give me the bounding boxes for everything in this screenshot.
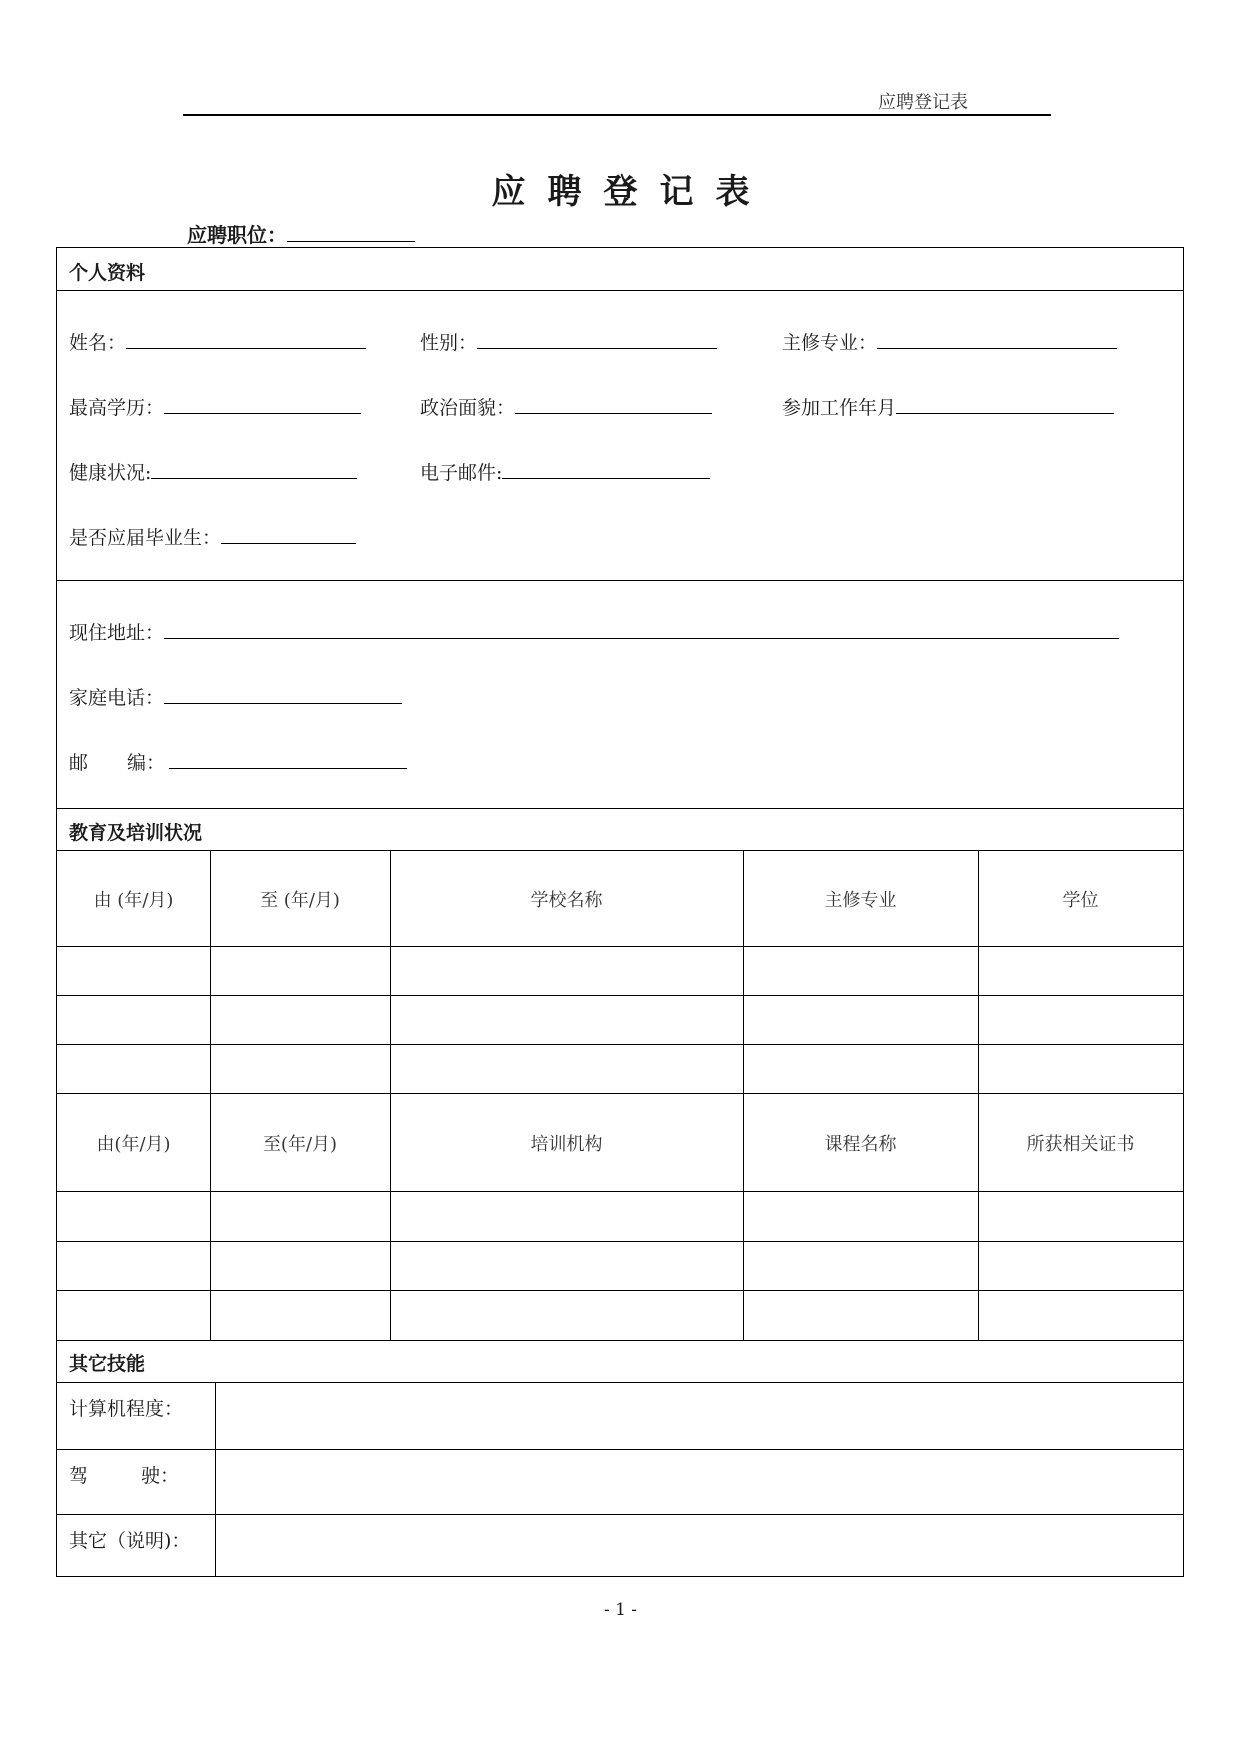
political-label: 政治面貌： (420, 397, 516, 419)
table-row-line (57, 946, 1183, 947)
edu-header-major: 主修专业 (824, 890, 897, 911)
computer-skill-label: 计算机程度： (69, 1398, 184, 1420)
political-blank[interactable] (515, 395, 712, 414)
zip-field[interactable] (69, 748, 407, 775)
table-row-line (57, 1340, 1183, 1341)
other-skill-label: 其它（说明)： (69, 1530, 191, 1552)
table-row-line (57, 1191, 1183, 1192)
zip-blank[interactable] (169, 750, 407, 769)
zip-char-2: 编： (127, 752, 166, 774)
address-blank[interactable] (164, 620, 1119, 639)
form-sheet (56, 247, 1184, 1577)
work-start-blank[interactable] (896, 395, 1114, 414)
email-label: 电子邮件: (420, 462, 503, 484)
zip-label (69, 748, 169, 775)
section-personal-title: 个人资料 (69, 262, 146, 284)
section-skills-title: 其它技能 (69, 1353, 146, 1375)
phone-blank[interactable] (164, 685, 402, 704)
divider (57, 290, 1183, 291)
major-label: 主修专业： (782, 332, 878, 354)
major-blank[interactable] (877, 330, 1117, 349)
edu-header-degree: 学位 (1062, 890, 1099, 911)
divider (57, 580, 1183, 581)
name-label: 姓名： (69, 332, 127, 354)
table-row-line (57, 995, 1183, 996)
fresh-grad-blank[interactable] (221, 525, 356, 544)
table-row-line (57, 1290, 1183, 1291)
col-divider (210, 850, 211, 1340)
divider (57, 1514, 1183, 1515)
table-row-line (57, 1093, 1183, 1094)
driving-char-2: 驶： (140, 1465, 179, 1487)
phone-field[interactable] (69, 683, 402, 710)
driving-char-1: 驾 (69, 1465, 89, 1487)
section-education-title: 教育及培训状况 (69, 822, 203, 844)
education-label: 最高学历： (69, 397, 165, 419)
fresh-grad-label: 是否应届毕业生： (69, 527, 222, 549)
gender-field[interactable] (420, 328, 717, 355)
edu-header-school: 学校名称 (530, 890, 603, 911)
zip-char-1: 邮 (69, 752, 89, 774)
driving-skill-label (69, 1461, 179, 1488)
work-start-label: 参加工作年月 (782, 397, 897, 419)
address-label: 现住地址： (69, 622, 165, 644)
gender-blank[interactable] (477, 330, 717, 349)
major-field[interactable] (782, 328, 1117, 355)
position-applied (187, 219, 415, 248)
train-header-institution: 培训机构 (530, 1134, 603, 1155)
political-field[interactable] (420, 393, 712, 420)
gender-label: 性别： (420, 332, 478, 354)
header-rule (183, 114, 1051, 116)
email-blank[interactable] (502, 460, 710, 479)
edu-header-from: 由 (年/月) (93, 890, 174, 911)
col-divider (978, 850, 979, 1340)
train-header-to: 至(年/月) (262, 1134, 338, 1155)
page-number: - 1 - (603, 1600, 638, 1620)
education-blank[interactable] (164, 395, 361, 414)
table-row-line (57, 1044, 1183, 1045)
page-title: 应聘登记表 (491, 172, 772, 212)
table-row-line (57, 1241, 1183, 1242)
fresh-grad-field[interactable] (69, 523, 356, 550)
name-field[interactable] (69, 328, 366, 355)
running-header: 应聘登记表 (878, 92, 968, 113)
col-divider (390, 850, 391, 1340)
health-blank[interactable] (151, 460, 357, 479)
address-field[interactable] (69, 618, 1119, 645)
col-divider (215, 1382, 216, 1577)
col-divider (743, 850, 744, 1340)
health-label: 健康状况: (69, 462, 152, 484)
train-header-course: 课程名称 (824, 1134, 897, 1155)
position-label: 应聘职位： (187, 223, 287, 247)
education-field[interactable] (69, 393, 361, 420)
divider (57, 1449, 1183, 1450)
divider (57, 1382, 1183, 1383)
phone-label: 家庭电话： (69, 687, 165, 709)
divider (57, 808, 1183, 809)
position-blank[interactable] (287, 223, 415, 242)
train-header-from: 由(年/月) (96, 1134, 171, 1155)
train-header-certificate: 所获相关证书 (1026, 1134, 1135, 1155)
email-field[interactable] (420, 458, 710, 485)
edu-header-to: 至 (年/月) (260, 890, 340, 911)
health-field[interactable] (69, 458, 357, 485)
divider (57, 850, 1183, 851)
name-blank[interactable] (126, 330, 366, 349)
work-start-field[interactable] (782, 393, 1114, 420)
